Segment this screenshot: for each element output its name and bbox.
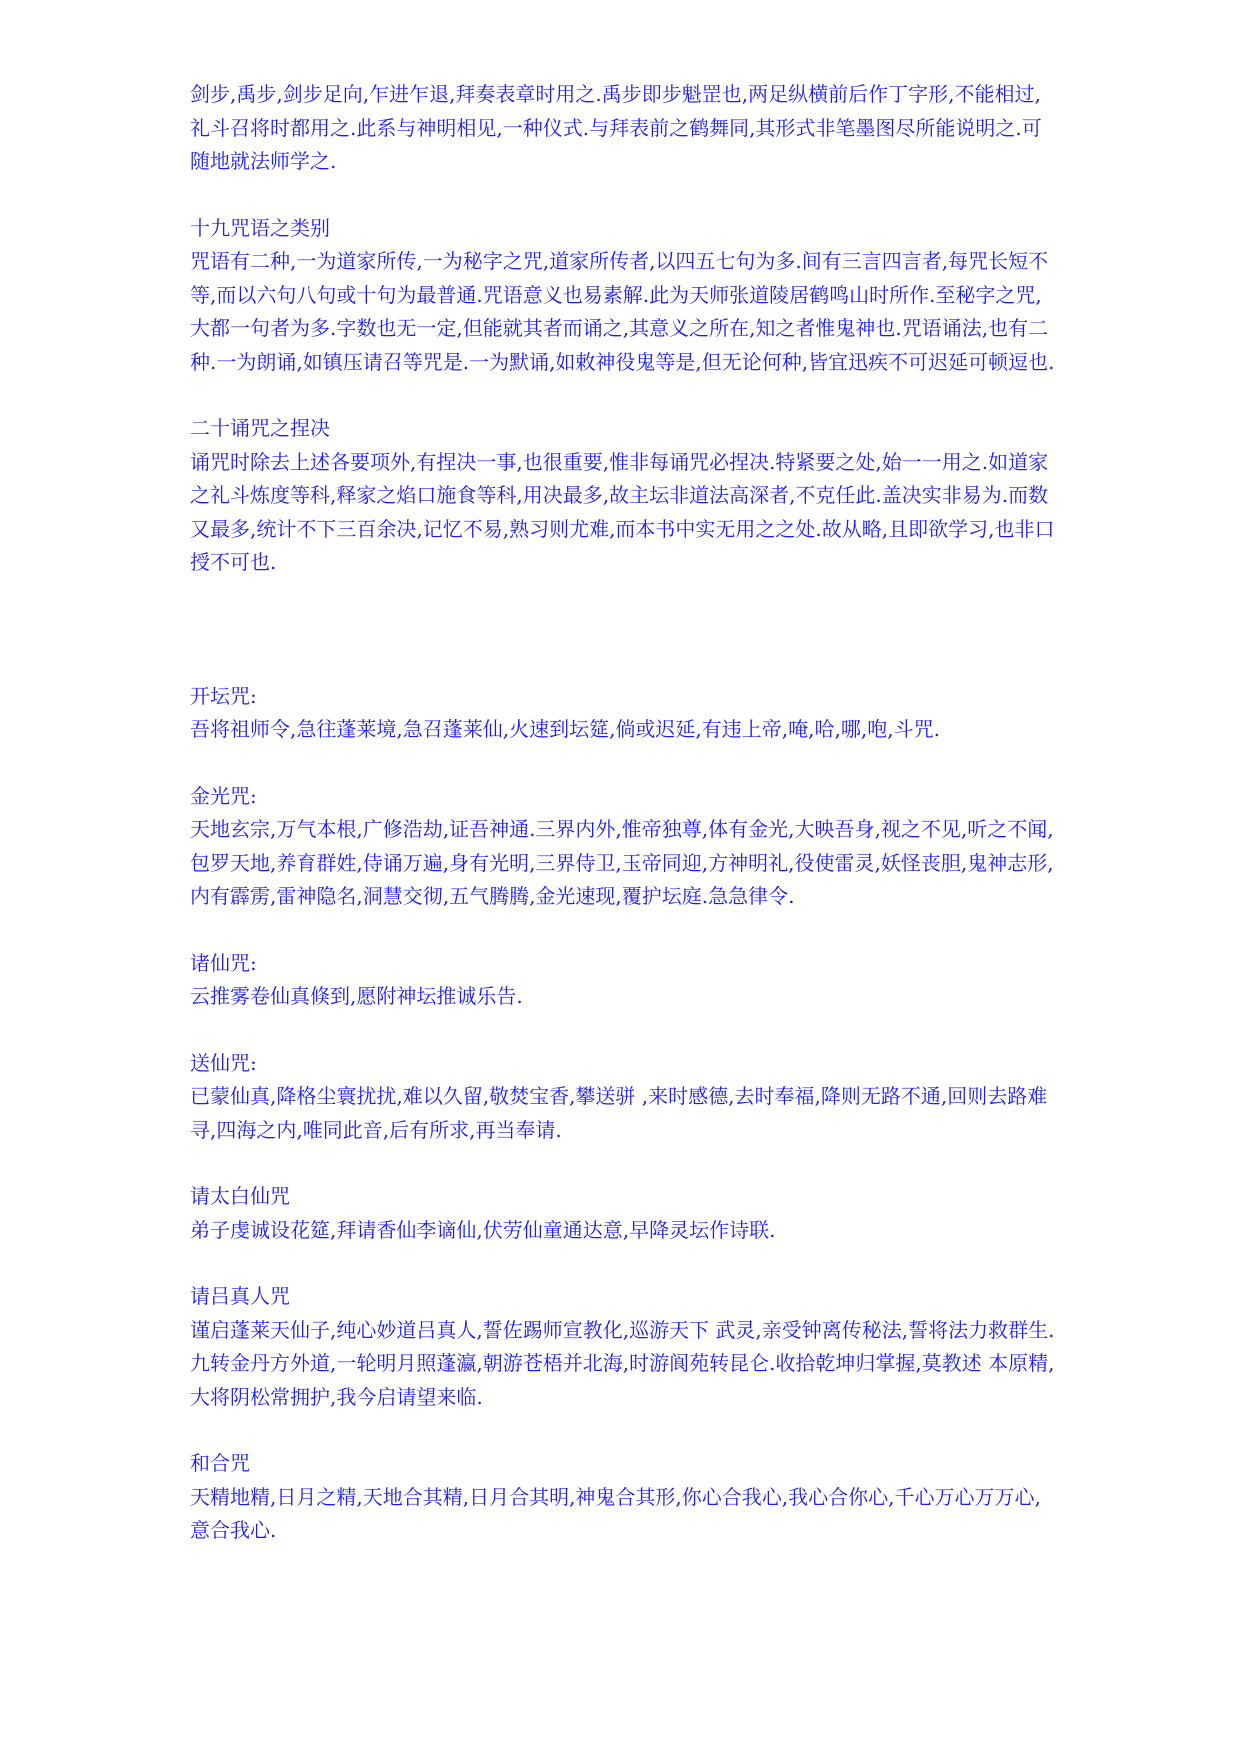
kaitan-spell xyxy=(190,680,1060,747)
section-20 xyxy=(190,412,1060,580)
jinguang-text: 天地玄宗,万气本根,广修浩劫,证吾神通.三界内外,惟帝独尊,体有金光,大映吾身,视之不见,听之不闻,包罗天地,养育群姓,侍诵万遍,身有光明,三界侍卫,玉帝同迎,方神明礼,役使雷灵,妖怪丧胆,鬼神志形,内有霹雳,雷神隐名,洞慧交彻,五气腾腾,金光速现,覆护坛庭.急急律令. xyxy=(190,817,1054,908)
section-19-heading: 十九咒语之类别 xyxy=(190,215,330,240)
section-19 xyxy=(190,212,1060,380)
intro-section xyxy=(190,78,1060,179)
songxian-text: 已蒙仙真,降格尘寰扰扰,难以久留,敬焚宝香,攀送骈 ,来时感德,去时奉福,降则无路不通,回则去路难寻,四海之内,唯同此音,后有所求,再当奉请. xyxy=(190,1084,1048,1142)
jinguang-spell xyxy=(190,780,1060,914)
kaitan-text: 吾将祖师令,急往蓬莱境,急召蓬莱仙,火速到坛筵,倘或迟延,有违上帝,唵,哈,哪,咆,斗咒. xyxy=(190,717,940,741)
hehe-heading: 和合咒 xyxy=(190,1451,250,1475)
zhuxian-spell xyxy=(190,947,1060,1014)
kaitan-heading: 开坛咒: xyxy=(190,683,257,708)
taibai-heading: 请太白仙咒 xyxy=(190,1184,290,1208)
hehe-text: 天精地精,日月之精,天地合其精,日月合其明,神鬼合其形,你心合我心,我心合你心,千心万心万万心,意合我心. xyxy=(190,1484,1041,1542)
lvzhenren-heading: 请吕真人咒 xyxy=(190,1284,290,1308)
document-page xyxy=(190,78,1060,1581)
taibai-spell xyxy=(190,1180,1060,1247)
section-20-heading: 二十诵咒之捏决 xyxy=(190,416,330,440)
songxian-heading: 送仙咒: xyxy=(190,1050,257,1075)
zhuxian-text: 云推雾卷仙真倏到,愿附神坛推诚乐告. xyxy=(190,984,523,1008)
blank-spacer xyxy=(190,613,1060,680)
lvzhenren-spell xyxy=(190,1280,1060,1414)
section-19-paragraph: 咒语有二种,一为道家所传,一为秘字之咒,道家所传者,以四五七句为多.间有三言四言者,每咒长短不等,而以六句八句或十句为最普通.咒语意义也易素解.此为天师张道陵居鹤鸣山时所作.至秘字之咒,大都一句者为多.字数也无一定,但能就其者而诵之,其意义之所在,知之者惟鬼神也.咒语诵法,也有二种.一为朗诵,如镇压请召等咒是.一为默诵,如敕神役鬼等是,但无论何种,皆宜迅疾不可迟延可顿逗也. xyxy=(190,249,1055,374)
songxian-spell xyxy=(190,1047,1060,1148)
section-20-paragraph: 诵咒时除去上述各要项外,有捏决一事,也很重要,惟非每诵咒必捏决.特紧要之处,始一一用之.如道家之礼斗炼度等科,释家之焰口施食等科,用决最多,故主坛非道法高深者,不克任此.盖决实非易为.而数又最多,统计不下三百余决,记忆不易,熟习则尤难,而本书中实无用之之处.故从略,且即欲学习,也非口授不可也. xyxy=(190,449,1055,574)
zhuxian-heading: 诸仙咒: xyxy=(190,950,257,975)
intro-paragraph: 剑步,禹步,剑步足向,乍进乍退,拜奏表章时用之.禹步即步魁罡也,两足纵横前后作丁字形,不能相过,礼斗召将时都用之.此系与神明相见,一种仪式.与拜表前之鹤舞同,其形式非笔墨图尽所能说明之.可随地就法师学之. xyxy=(190,82,1042,173)
lvzhenren-text: 谨启蓬莱天仙子,纯心妙道吕真人,誓佐踢师宣教化,巡游天下 武灵,亲受钟离传秘法,誓将法力救群生.九转金丹方外道,一轮明月照蓬瀛,朝游苍梧并北海,时游阆苑转昆仑.收拾乾坤归掌握,莫教述 本原精,大将阴松常拥护,我今启请望来临. xyxy=(190,1317,1055,1409)
jinguang-heading: 金光咒: xyxy=(190,783,257,808)
taibai-text: 弟子虔诚设花筵,拜请香仙李谪仙,伏劳仙童通达意,早降灵坛作诗联. xyxy=(190,1217,776,1242)
hehe-spell xyxy=(190,1447,1060,1548)
